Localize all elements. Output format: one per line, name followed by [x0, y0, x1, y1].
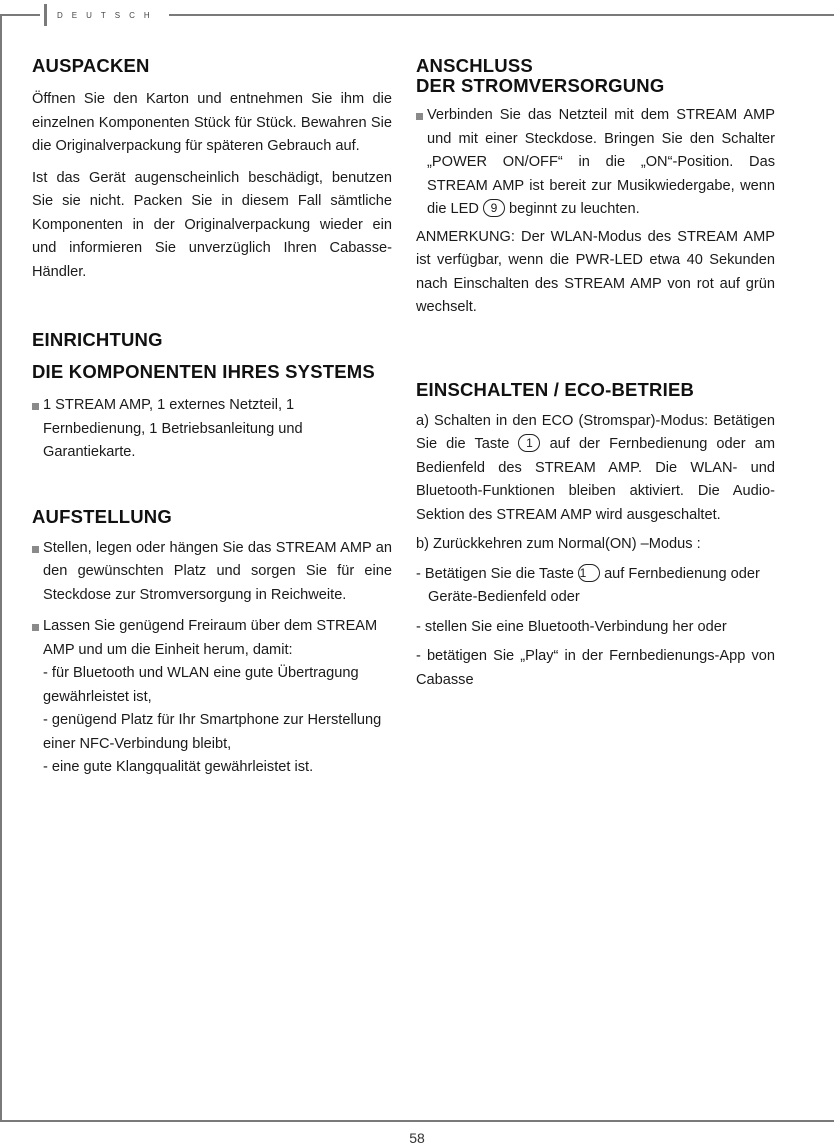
heading-components: DIE KOMPONENTEN IHRES SYSTEMS [32, 361, 375, 382]
led-reference-badge: 9 [483, 199, 505, 217]
list-item-placement [32, 537, 392, 608]
press-key-text-end: auf Fernbedienung oder Geräte-Bedienfeld oder [428, 565, 760, 605]
paragraph-bluetooth: - stellen Sie eine Bluetooth-Verbindung her oder [416, 618, 727, 635]
key-reference-badge: 1 [578, 564, 600, 582]
section-aufstellung [32, 507, 392, 780]
left-column [32, 56, 392, 780]
clearance-item-sound: - eine gute Klangqualität gewährleistet ist. [43, 759, 314, 775]
paragraph-play: - betätigen Sie „Play“ in der Fernbedienungs-App von Cabasse [416, 648, 775, 688]
bullet-square-icon [32, 546, 39, 553]
key-reference-badge: 1 [518, 434, 540, 452]
language-tab [40, 4, 169, 26]
paragraph-eco-mode [416, 410, 775, 528]
paragraph-note: ANMERKUNG: Der WLAN-Modus des STREAM AMP ist verfügbar, wenn die PWR-LED etwa 40 Sekunden nach Einschalten des STREAM AMP von rot auf grün wechselt. [416, 228, 775, 315]
paragraph-damage: Ist das Gerät augenscheinlich beschädigt, benutzen Sie sie nicht. Packen Sie in diesem Fall sämtliche Komponenten in der Originalverpackung wieder ein und informieren Sie unverzüglich Ihren Cabasse-Händler. [32, 169, 392, 280]
heading-anschluss-line2: DER STROMVERSORGUNG [416, 75, 665, 96]
language-label: DEUTSCH [57, 10, 159, 20]
list-item-clearance [32, 615, 392, 780]
bottom-rule [0, 1120, 834, 1122]
list-item-power-connect [416, 104, 775, 222]
clearance-item-nfc: - genügend Platz für Ihr Smartphone zur Herstellung einer NFC-Verbindung bleibt, [43, 712, 382, 752]
press-key-text: - Betätigen Sie die Taste [416, 565, 574, 582]
heading-auspacken: AUSPACKEN [32, 55, 150, 76]
language-tab-marker [44, 4, 47, 26]
bullet-square-icon [416, 113, 423, 120]
section-auspacken [32, 56, 392, 284]
power-connect-text: Verbinden Sie das Netzteil mit dem STREAM AMP und mit einer Steckdose. Bringen Sie den Schalter „POWER ON/OFF“ in die „ON“-Position. Das STREAM AMP ist bereit zur Musikwiedergabe, wenn die LED [427, 107, 775, 217]
bullet-square-icon [32, 403, 39, 410]
page-number: 58 [409, 1130, 425, 1146]
bullet-square-icon [32, 624, 39, 631]
section-anschluss [416, 56, 775, 320]
paragraph-unpack: Öffnen Sie den Karton und entnehmen Sie ihm die einzelnen Komponenten Stück für Stück. Bewahren Sie die Originalverpackung für späteren Gebrauch auf. [32, 91, 392, 154]
clearance-intro: Lassen Sie genügend Freiraum über dem STREAM AMP und um die Einheit herum, damit: [43, 618, 378, 658]
left-rule [0, 14, 2, 1120]
clearance-item-wireless: - für Bluetooth und WLAN eine gute Übertragung gewährleistet ist, [43, 665, 359, 705]
heading-eco: EINSCHALTEN / ECO-BETRIEB [416, 378, 695, 400]
paragraph-press-key [416, 563, 775, 610]
heading-aufstellung: AUFSTELLUNG [32, 505, 172, 527]
eco-mode-text: a) Schalten in den ECO (Stromspar)-Modus: Betätigen Sie die Taste [416, 412, 775, 452]
power-connect-text-end: beginnt zu leuchten. [509, 201, 640, 217]
heading-anschluss-line1: ANSCHLUSS [416, 55, 533, 76]
paragraph-normal-mode: b) Zurückkehren zum Normal(ON) –Modus : [416, 536, 701, 552]
list-item-components [32, 394, 392, 465]
right-column [416, 56, 775, 692]
eco-mode-text-end: auf der Fernbedienung oder am Bedienfeld des STREAM AMP. Die WLAN- und Bluetooth-Funktionen bleiben aktiviert. Die Audio-Sektion des STREAM AMP wird ausgeschaltet. [416, 436, 775, 523]
heading-einrichtung: EINRICHTUNG [32, 329, 163, 350]
placement-text: Stellen, legen oder hängen Sie das STREAM AMP an den gewünschten Platz und sorgen Sie für eine Steckdose zur Stromversorgung in Reichweite. [43, 539, 392, 603]
components-text: 1 STREAM AMP, 1 externes Netzteil, 1 Fernbedienung, 1 Betriebsanleitung und Garantiekarte. [43, 397, 303, 460]
section-einrichtung [32, 330, 392, 465]
section-eco [416, 380, 775, 693]
